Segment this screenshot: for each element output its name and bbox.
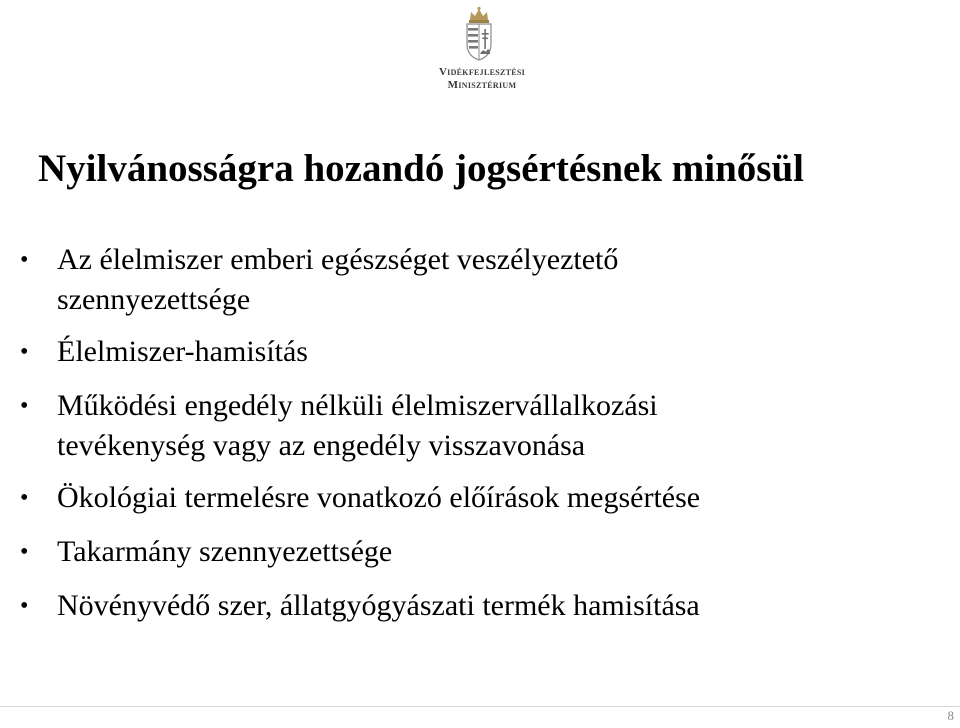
ministry-logo	[420, 6, 544, 96]
bullet-icon: •	[20, 339, 29, 365]
bullet-icon: •	[20, 539, 29, 565]
list-item-text-continued: tevékenység vagy az engedély visszavonása	[57, 429, 586, 462]
list-item	[16, 478, 936, 518]
footer-divider	[0, 706, 960, 707]
list-item-text: Az élelmiszer emberi egészséget veszélyeztető	[57, 243, 619, 276]
list-item-text: Növényvédő szer, állatgyógyászati termék hamisítása	[57, 589, 700, 622]
list-item-text: Élelmiszer-hamisítás	[57, 335, 308, 368]
bullet-icon: •	[20, 485, 29, 511]
bullet-icon: •	[20, 393, 29, 419]
list-item-text-continued: szennyezettsége	[57, 283, 251, 316]
hungarian-coat-of-arms-icon	[461, 6, 497, 62]
bullet-icon: •	[20, 593, 29, 619]
list-item	[16, 240, 936, 320]
ministry-name-line1: Vidékfejlesztési	[438, 66, 526, 78]
list-item	[16, 586, 936, 626]
bullet-list	[16, 240, 936, 640]
list-item	[16, 386, 936, 466]
ministry-name-line2: Minisztérium	[447, 79, 517, 91]
ministry-name	[420, 66, 544, 92]
slide-title: Nyilvánosságra hozandó jogsértésnek minősül	[38, 147, 804, 190]
bullet-icon: •	[20, 247, 29, 273]
list-item	[16, 532, 936, 572]
page-number: 8	[947, 708, 954, 723]
list-item	[16, 332, 936, 372]
list-item-text: Takarmány szennyezettsége	[57, 535, 393, 568]
list-item-text: Ökológiai termelésre vonatkozó előírások megsértése	[57, 481, 701, 514]
list-item-text: Működési engedély nélküli élelmiszervállalkozási	[57, 389, 658, 422]
